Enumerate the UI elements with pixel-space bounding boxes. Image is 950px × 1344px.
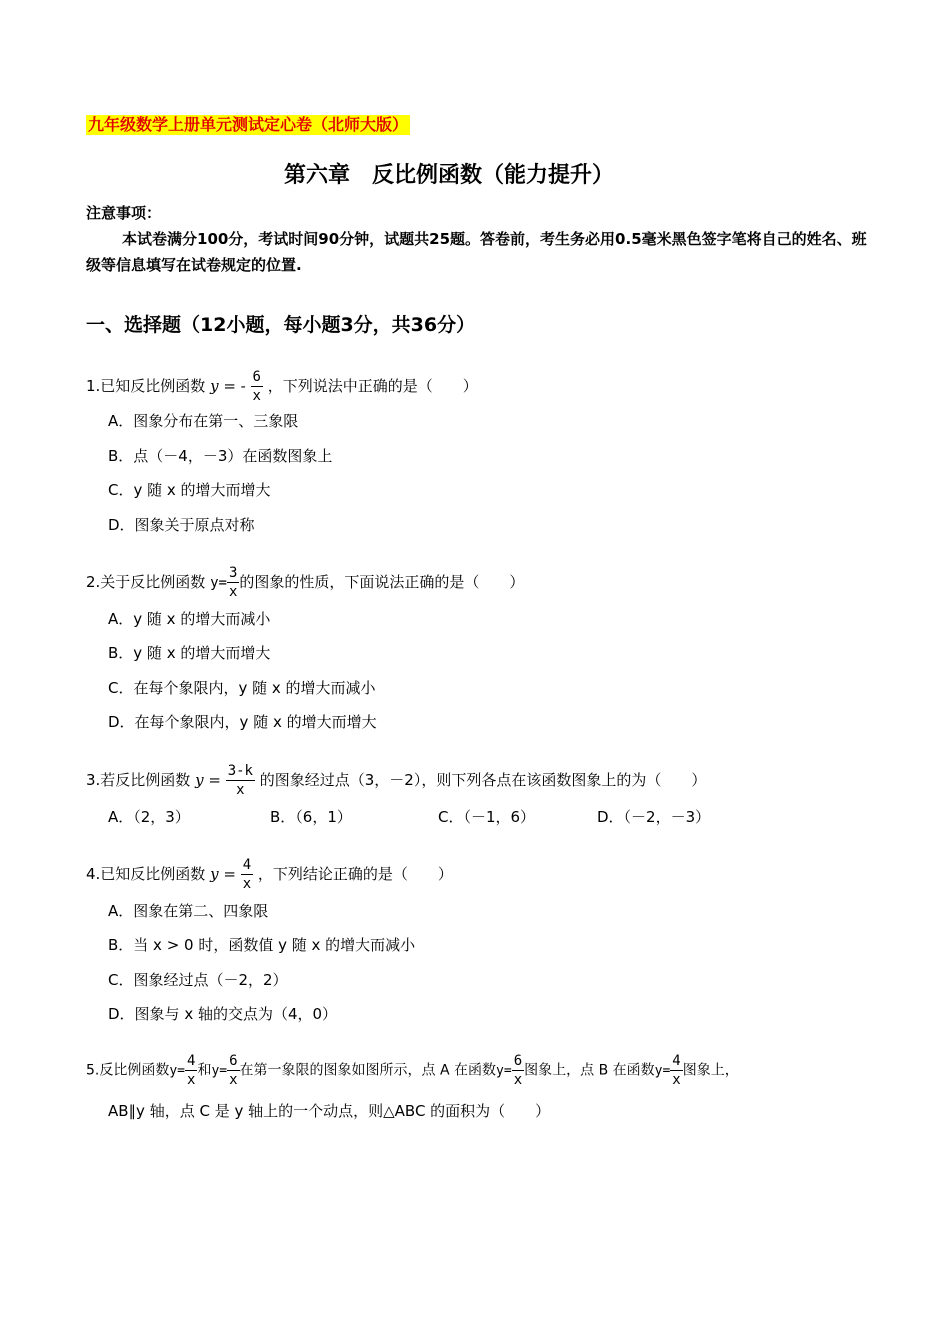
- question-5-line-2: AB∥y 轴，点 C 是 y 轴上的一个动点，则△ABC 的面积为（ ）: [108, 1102, 551, 1120]
- question-4-fraction: [241, 856, 253, 893]
- question-3: [86, 762, 706, 799]
- question-4: [86, 856, 453, 893]
- fraction-denominator: x: [229, 1072, 238, 1088]
- question-2-option-d: D．在每个象限内，y 随 x 的增大而增大: [108, 713, 377, 731]
- question-1-stem: ，下列说法中正确的是（ ）: [267, 377, 478, 395]
- question-5-fraction-4: [670, 1052, 682, 1089]
- question-5-lhs-4: y=: [654, 1063, 671, 1079]
- chapter-title: 第六章 反比例函数（能力提升）: [284, 163, 615, 188]
- question-1-option-a: A．图象分布在第一、三象限: [108, 412, 299, 430]
- question-3-prefix: 3.若反比例函数: [86, 771, 191, 789]
- fraction-denominator: x: [187, 1072, 196, 1088]
- question-2: [86, 564, 524, 601]
- question-5-fraction-3: [512, 1052, 524, 1089]
- question-1-option-b: B．点（－4，－3）在函数图象上: [108, 447, 333, 465]
- notice-heading: 注意事项：: [86, 204, 162, 222]
- section-title: 一、选择题（12小题，每小题3分，共36分）: [86, 314, 476, 336]
- question-5-lhs-1: y=: [169, 1063, 186, 1079]
- fraction-numerator: 4: [187, 1053, 196, 1069]
- question-5-text-2: 图象上，点 B 在函数: [524, 1062, 655, 1079]
- fraction-denominator: x: [513, 1072, 523, 1088]
- fraction-numerator: 4: [672, 1053, 681, 1069]
- fraction-denominator: x: [252, 388, 261, 404]
- question-2-stem: 的图象的性质，下面说法正确的是（ ）: [239, 573, 525, 591]
- question-2-prefix: 2.关于反比例函数: [86, 573, 206, 591]
- fraction-numerator: 3-k: [227, 763, 253, 779]
- question-3-fraction: [226, 762, 255, 799]
- question-1-option-c: C．y 随 x 的增大而增大: [108, 481, 271, 499]
- question-2-lhs: y=: [210, 575, 227, 591]
- question-5-lhs-2: y=: [211, 1063, 228, 1079]
- fraction-numerator: 6: [513, 1053, 523, 1069]
- question-2-option-c: C．在每个象限内，y 随 x 的增大而减小: [108, 679, 376, 697]
- question-4-option-b: B．当 x > 0 时，函数值 y 随 x 的增大而减小: [108, 936, 416, 954]
- question-3-option-a: A．（2，3）: [108, 808, 190, 826]
- question-4-lhs: y =: [210, 865, 236, 883]
- question-4-prefix: 4.已知反比例函数: [86, 865, 206, 883]
- fraction-numerator: 6: [229, 1053, 238, 1069]
- question-5-text-1: 在第一象限的图象如图所示，点 A 在函数: [239, 1062, 497, 1079]
- question-5-fraction-2: [227, 1052, 239, 1089]
- question-2-option-b: B．y 随 x 的增大而增大: [108, 644, 271, 662]
- question-5-prefix: 5.反比例函数: [86, 1062, 170, 1079]
- fraction-denominator: x: [228, 584, 238, 600]
- question-5-fraction-1: [185, 1052, 197, 1089]
- question-2-fraction: [227, 564, 239, 601]
- fraction-numerator: 6: [252, 369, 261, 385]
- question-4-option-a: A．图象在第二、四象限: [108, 902, 269, 920]
- question-3-stem: 的图象经过点（3，－2），则下列各点在该函数图象上的为（ ）: [259, 771, 707, 789]
- question-5-text-3: 图象上，: [682, 1062, 739, 1079]
- question-3-lhs: y =: [195, 771, 221, 789]
- question-5: [86, 1052, 739, 1089]
- exam-series-banner: 九年级数学上册单元测试定心卷（北师大版）: [88, 115, 409, 134]
- question-3-option-b: B．（6，1）: [270, 808, 352, 826]
- fraction-denominator: x: [672, 1072, 681, 1088]
- question-1-lhs: y = -: [210, 377, 246, 395]
- question-4-option-d: D．图象与 x 轴的交点为（4，0）: [108, 1005, 338, 1023]
- question-1-fraction: [251, 368, 263, 405]
- fraction-denominator: x: [242, 876, 252, 892]
- fraction-numerator: 3: [228, 565, 238, 581]
- question-4-option-c: C．图象经过点（－2，2）: [108, 971, 288, 989]
- question-5-lhs-3: y=: [496, 1063, 512, 1079]
- question-3-option-d: D．（－2，－3）: [597, 808, 711, 826]
- question-4-stem: ，下列结论正确的是（ ）: [257, 865, 453, 883]
- notice-body: 本试卷满分100分，考试时间90分钟，试题共25题。答卷前，考生务必用0.5毫米黑色签字笔将自己的姓名、班级等信息填写在试卷规定的位置.: [86, 230, 867, 274]
- question-1-prefix: 1.已知反比例函数: [86, 377, 206, 395]
- question-5-and: 和: [197, 1062, 212, 1079]
- question-2-option-a: A．y 随 x 的增大而减小: [108, 610, 271, 628]
- question-1-option-d: D．图象关于原点对称: [108, 516, 255, 534]
- fraction-denominator: x: [236, 782, 245, 798]
- question-3-option-c: C．（－1，6）: [438, 808, 536, 826]
- question-1: [86, 368, 478, 405]
- fraction-numerator: 4: [242, 857, 252, 873]
